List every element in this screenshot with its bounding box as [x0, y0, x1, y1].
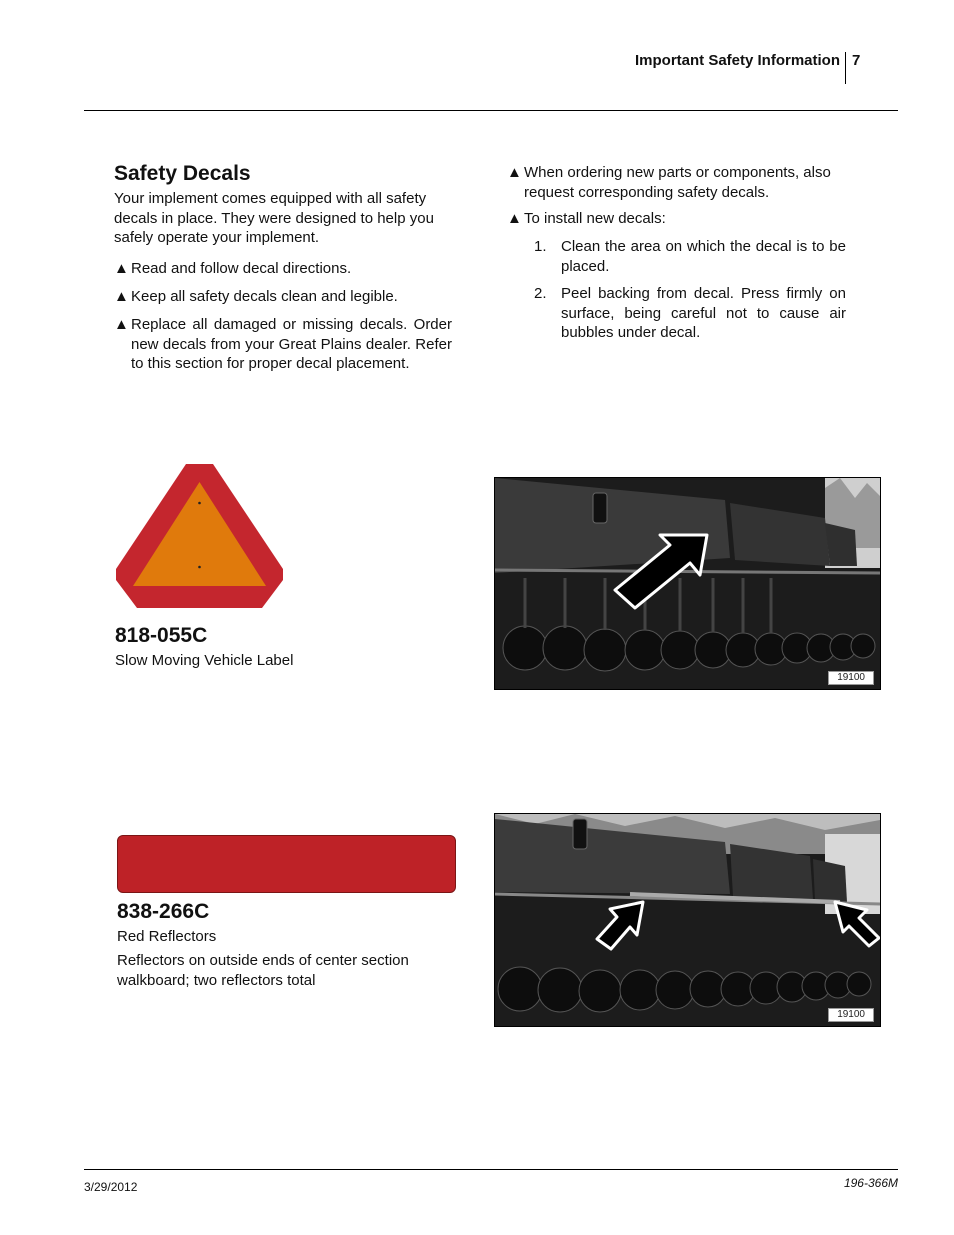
bullet-item: ▲ To install new decals: — [507, 210, 666, 227]
bullet-item: ▲ When ordering new parts or components, also request corresponding safety decals. — [507, 164, 831, 201]
bullet-item: ▲ Read and follow decal directions. — [114, 260, 352, 277]
section-heading: Safety Decals — [114, 162, 251, 185]
bullet-marker-icon: ▲ — [507, 164, 522, 181]
footer-date: 3/29/2012 — [84, 1180, 138, 1194]
running-header-title: Important Safety Information — [634, 52, 840, 69]
bullet-marker-icon: ▲ — [114, 288, 129, 305]
bullet-marker-icon: ▲ — [114, 316, 129, 333]
placement-photo — [494, 477, 881, 690]
placement-photo — [494, 813, 881, 1027]
decal-code: 838-266C — [117, 900, 210, 923]
step-item: 1. Clean the area on which the decal is to be placed. — [534, 238, 846, 275]
bullet-item: ▲ Replace all damaged or missing decals. Order new decals from your Great Plains dealer. Refer to this section for proper decal placement. — [114, 316, 452, 372]
header-divider — [845, 52, 846, 84]
header-rule — [84, 110, 898, 111]
red-reflector-decal — [117, 835, 456, 893]
figure-number: 19100 — [828, 1008, 874, 1022]
bullet-marker-icon: ▲ — [507, 210, 522, 227]
intro-paragraph: Your implement comes equipped with all safety decals in place. They were designed to help you safely operate your implement. — [114, 190, 434, 246]
bullet-item: ▲ Keep all safety decals clean and legible. — [114, 288, 398, 305]
step-item: 2. Peel backing from decal. Press firmly on surface, being careful not to cause air bubbles under decal. — [534, 285, 846, 341]
slow-moving-vehicle-emblem — [114, 462, 285, 610]
decal-caption: Slow Moving Vehicle Label — [115, 652, 294, 669]
footer-doc-number: 196-366M — [843, 1176, 898, 1190]
decal-caption: Red Reflectors — [117, 928, 217, 945]
page-number: 7 — [852, 52, 861, 69]
figure-number: 19100 — [828, 671, 874, 685]
footer-rule — [84, 1169, 898, 1170]
decal-code: 818-055C — [115, 624, 208, 647]
decal-note: Reflectors on outside ends of center section walkboard; two reflectors total — [117, 952, 409, 989]
bullet-marker-icon: ▲ — [114, 260, 129, 277]
